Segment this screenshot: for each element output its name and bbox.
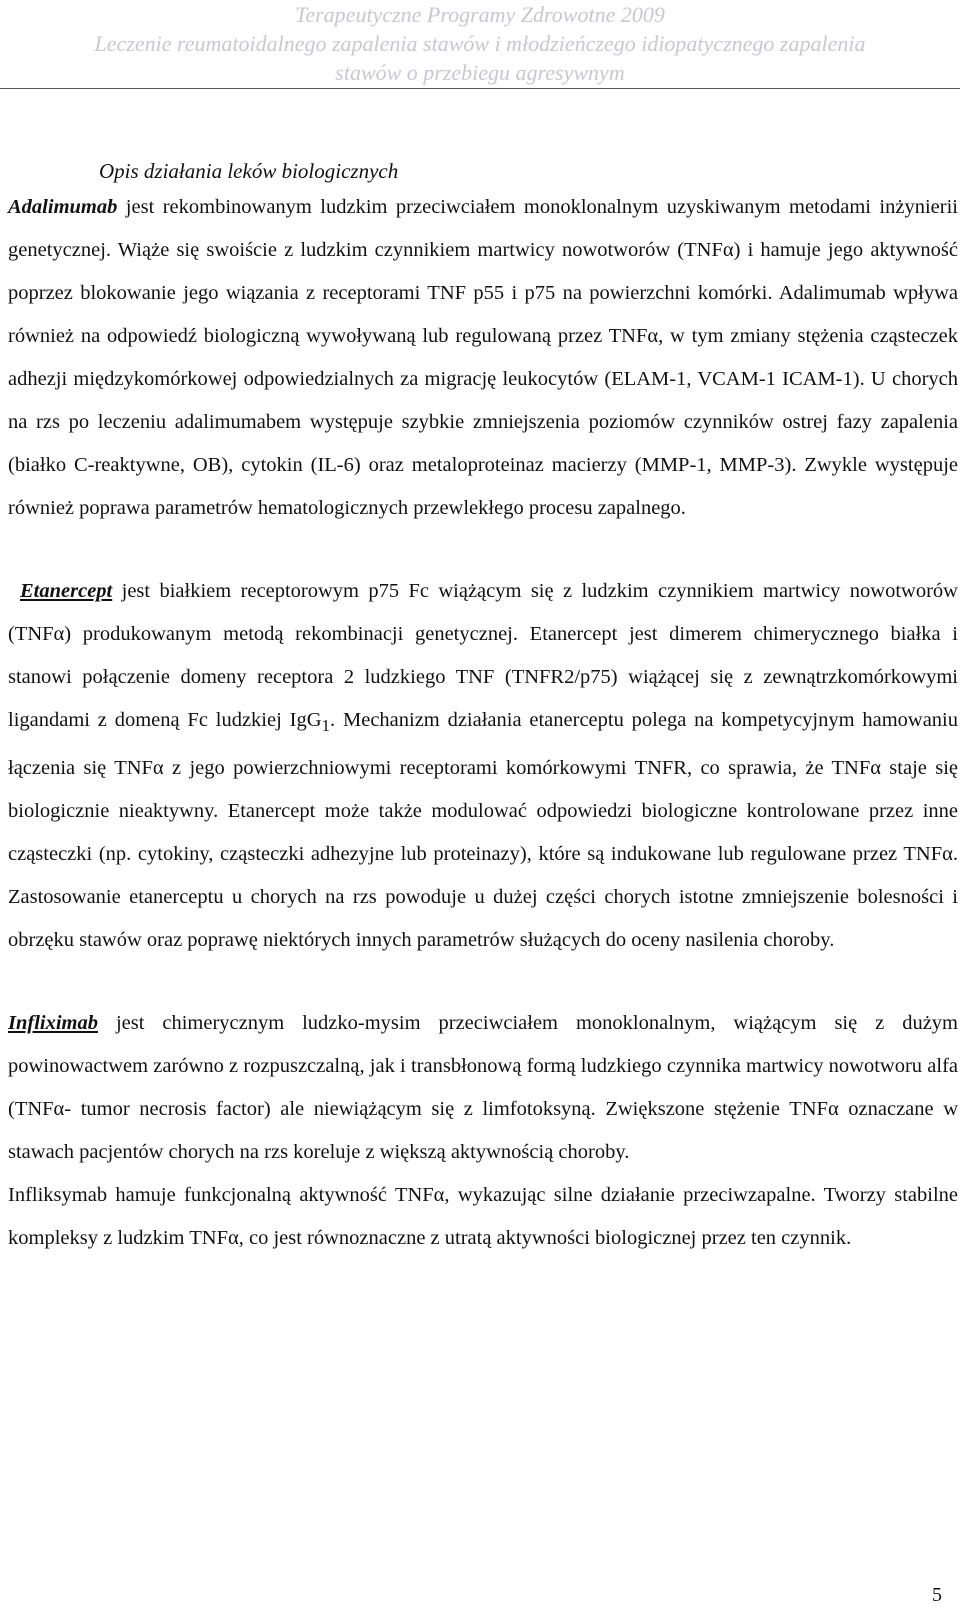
etanercept-text-1: jest białkiem receptorowym p75 Fc wiążącym się z ludzkim czynnikiem martwicy nowotworów (TNFα) produkowanym metodą rekombinacji genetycznej. Etanercept jest dimerem chimerycznego białka i stanowi połączenie domeny receptora 2 ludzkiego TNF (TNFR2/p75) wiążącej się z zewnątrzkomórkowymi ligandami z domeną Fc ludzkiej IgG [8, 580, 958, 731]
header-line-3: stawów o przebiegu agresywnym [335, 60, 625, 85]
drug-name-etanercept: Etanercept [20, 580, 113, 602]
infliximab-text: jest chimerycznym ludzko-mysim przeciwciałem monoklonalnym, wiążącym się z dużym powinowactwem zarówno z rozpuszczalną, jak i transbłonową formą ludzkiego czynnika martwicy nowotworu alfa (TNFα- tumor necrosis factor) ale niewiążącym się z limfotoksyną. Zwiększone stężenie TNFα oznaczane w stawach pacjentów chorych na rzs koreluje z większą aktywnością choroby. [8, 1012, 958, 1164]
etanercept-paragraph [8, 570, 958, 962]
running-header [0, 0, 960, 89]
infliksymab-paragraph: Infliksymab hamuje funkcjonalną aktywność TNFα, wykazując silne działanie przeciwzapalne. Tworzy stabilne kompleksy z ludzkim TNFα, co jest równoznaczne z utratą aktywności biologicznej przez ten czynnik. [8, 1184, 958, 1250]
drug-name-adalimumab: Adalimumab [8, 196, 118, 218]
header-line-2: Leczenie reumatoidalnego zapalenia stawów i młodzieńczego idiopatycznego zapalenia [94, 31, 866, 56]
etanercept-text-2: . Mechanizm działania etanerceptu polega na kompetycyjnym hamowaniu łączenia się TNFα z jego powierzchniowymi receptorami komórkowymi TNFR, co sprawia, że TNFα staje się biologicznie nieaktywny. Etanercept może także modulować odpowiedzi biologiczne kontrolowane przez inne cząsteczki (np. cytokiny, cząsteczki adhezyjne lub proteinazy), które są indukowane lub regulowane przez TNFα. Zastosowanie etanerceptu u chorych na rzs powoduje u dużej części chorych istotne zmniejszenie bolesności i obrzęku stawów oraz poprawę niektórych innych parametrów służących do oceny nasilenia choroby. [8, 709, 958, 952]
header-line-1: Terapeutyczne Programy Zdrowotne 2009 [295, 2, 665, 27]
infliximab-paragraph [8, 1002, 958, 1174]
page-number: 5 [932, 1584, 942, 1606]
section-title: Opis działania leków biologicznych [99, 159, 399, 183]
etanercept-subscript: 1 [321, 716, 331, 736]
document-body [8, 156, 958, 1260]
adalimumab-paragraph [8, 186, 958, 530]
adalimumab-text: jest rekombinowanym ludzkim przeciwciałem monoklonalnym uzyskiwanym metodami inżynierii genetycznej. Wiąże się swoiście z ludzkim czynnikiem martwicy nowotworów (TNFα) i hamuje jego aktywność poprzez blokowanie jego wiązania z receptorami TNF p55 i p75 na powierzchni komórki. Adalimumab wpływa również na odpowiedź biologiczną wywoływaną lub regulowaną przez TNFα, w tym zmiany stężenia cząsteczek adhezji międzykomórkowej odpowiedzialnych za migrację leukocytów (ELAM-1, VCAM-1 ICAM-1). U chorych na rzs po leczeniu adalimumabem występuje szybkie zmniejszenia poziomów czynników ostrej fazy zapalenia (białko C-reaktywne, OB), cytokin (IL-6) oraz metaloproteinaz macierzy (MMP-1, MMP-3). Zwykle występuje również poprawa parametrów hematologicznych przewlekłego procesu zapalnego. [8, 196, 958, 519]
drug-name-infliximab: Infliximab [8, 1012, 98, 1035]
